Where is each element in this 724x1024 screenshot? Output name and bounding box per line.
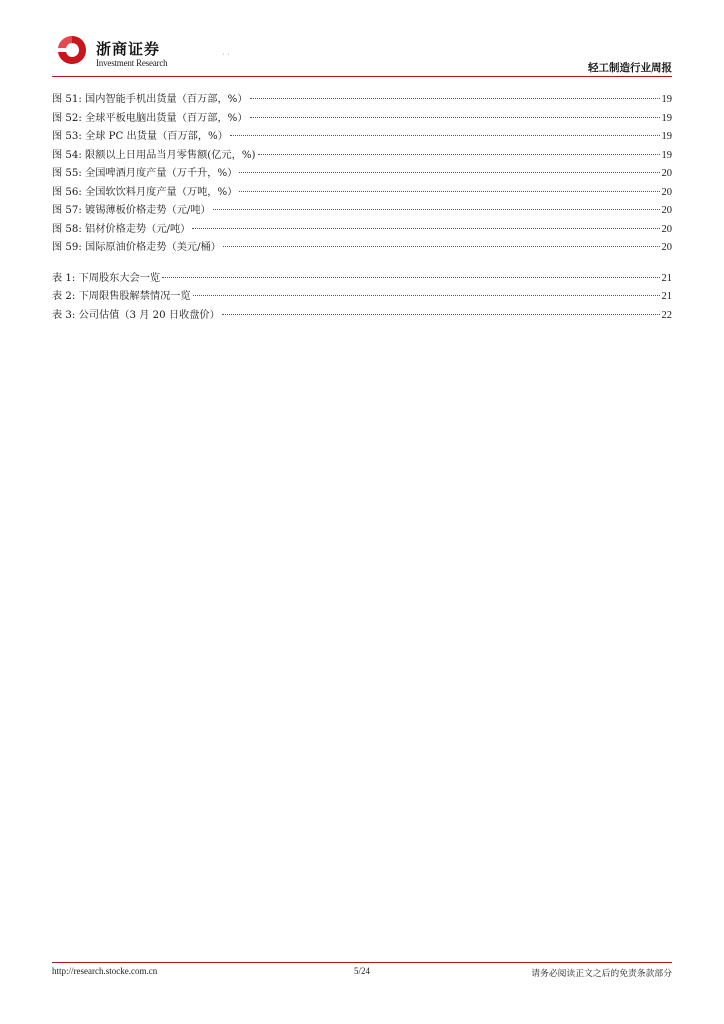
- brand-logo-icon: [56, 34, 88, 66]
- toc-entry-page: 21: [661, 272, 672, 284]
- toc-leader-dots: [213, 198, 660, 210]
- toc-leader-dots: [192, 217, 659, 229]
- page-header: [52, 30, 672, 76]
- toc-entry-label: 图 56: 全国软饮料月度产量（万吨，%）: [52, 186, 238, 198]
- table-list: [52, 269, 672, 325]
- toc-entry-label: 图 53: 全球 PC 出货量（百万部，%）: [52, 131, 228, 142]
- toc-leader-dots: [258, 143, 660, 155]
- toc-leader-dots: [193, 284, 660, 296]
- toc-entry-label: 表 3: 公司估值（3 月 20 日收盘价）: [52, 309, 220, 321]
- toc-entry[interactable]: [52, 306, 672, 325]
- toc-leader-dots: [250, 87, 660, 99]
- brand-name-en: Investment Research: [96, 58, 168, 68]
- toc-entry-label: 图 52: 全球平板电脑出货量（百万部，%）: [52, 112, 248, 124]
- toc-entry-page: 19: [661, 112, 672, 124]
- footer-disclaimer: 请务必阅读正文之后的免责条款部分: [531, 969, 672, 979]
- page-footer: [52, 966, 672, 980]
- toc-entry-label: 图 59: 国际原油价格走势（美元/桶）: [52, 242, 221, 253]
- toc-entry-label: 表 1: 下周股东大会一览: [52, 272, 161, 284]
- footer-page-number: 5/24: [354, 966, 371, 976]
- footer-divider: [52, 962, 672, 963]
- toc-entry-page: 19: [661, 94, 672, 105]
- toc-entry-page: 20: [661, 242, 672, 253]
- toc-entry-page: 20: [661, 205, 672, 216]
- toc-entry-page: 19: [661, 149, 672, 161]
- toc-leader-dots: [223, 235, 660, 247]
- toc-entry-page: 20: [661, 168, 672, 179]
- toc-leader-dots: [230, 124, 660, 136]
- toc-entry-label: 图 51: 国内智能手机出货量（百万部，%）: [52, 94, 248, 105]
- toc-leader-dots: [239, 161, 659, 173]
- toc-entry-label: 图 54: 限额以上日用品当月零售额(亿元，%): [52, 149, 256, 161]
- toc-entry-page: 21: [661, 291, 672, 302]
- table-of-contents: [52, 90, 672, 324]
- footer-url-link[interactable]: http://research.stocke.com.cn: [52, 966, 158, 976]
- report-title: 轻工制造行业周报: [588, 62, 672, 74]
- toc-entry-page: 20: [661, 223, 672, 235]
- brand-name-cn: 浙商证券: [96, 40, 161, 58]
- toc-entry-page: 19: [661, 131, 672, 142]
- toc-entry-label: 表 2: 下周限售股解禁情况一览: [52, 291, 191, 302]
- toc-entry-page: 20: [661, 186, 672, 198]
- brand-dots: · ·: [222, 50, 230, 59]
- figure-list: [52, 90, 672, 257]
- toc-leader-dots: [162, 266, 659, 278]
- toc-leader-dots: [222, 303, 660, 315]
- header-divider: [52, 76, 672, 77]
- toc-entry-label: 图 57: 镀锡薄板价格走势（元/吨）: [52, 205, 211, 216]
- toc-leader-dots: [250, 106, 660, 118]
- toc-entry-label: 图 58: 铝材价格走势（元/吨）: [52, 223, 191, 235]
- toc-entry-page: 22: [661, 309, 672, 321]
- toc-leader-dots: [239, 180, 659, 192]
- toc-entry[interactable]: [52, 238, 672, 257]
- toc-entry-label: 图 55: 全国啤酒月度产量（万千升，%）: [52, 168, 238, 179]
